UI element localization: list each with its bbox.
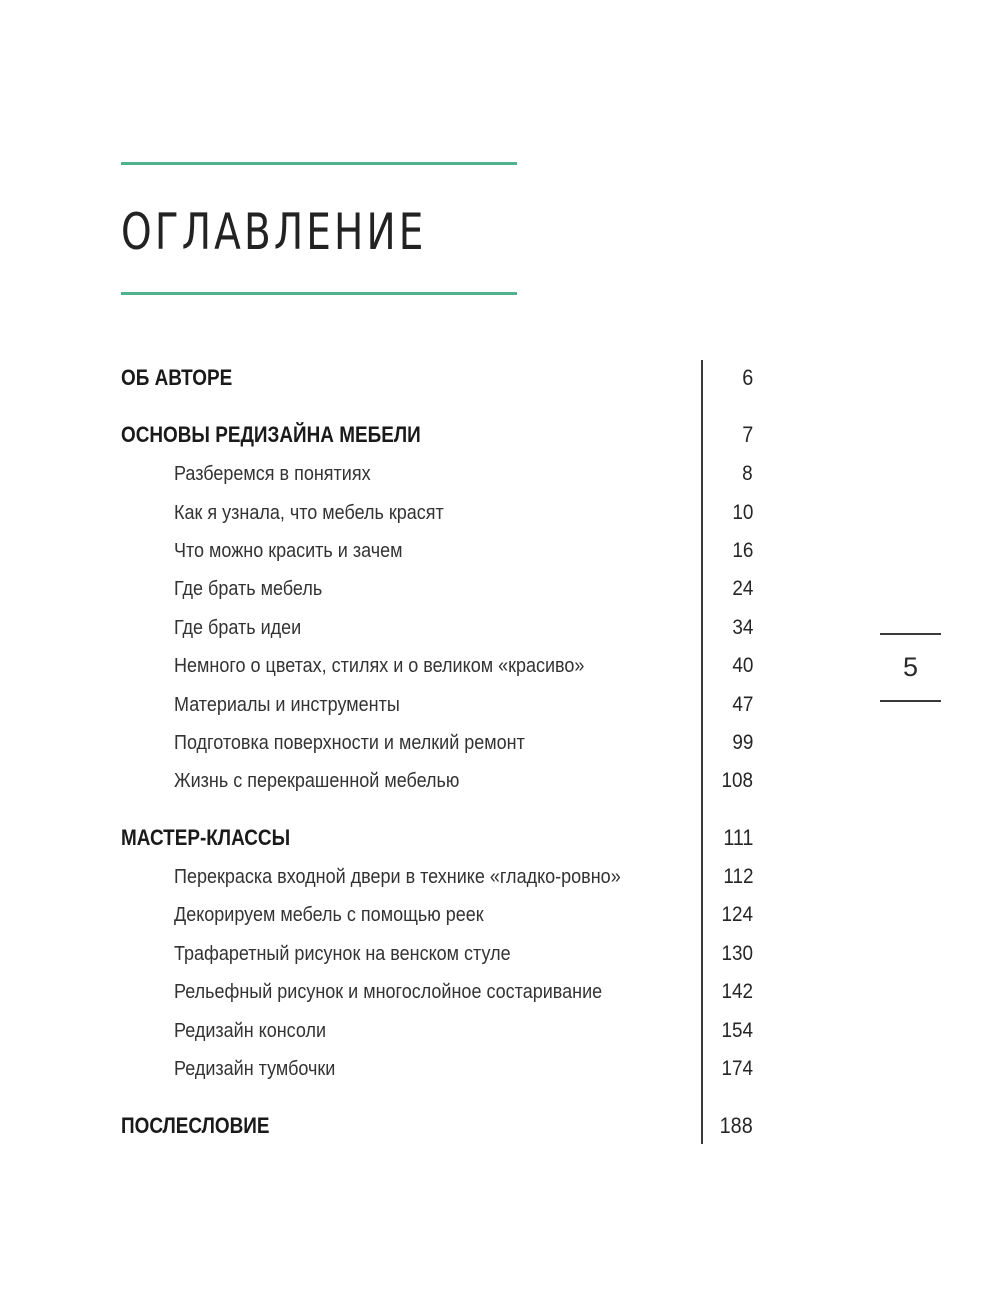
page-number: 5 bbox=[902, 652, 919, 682]
toc-entry-page: 111 bbox=[722, 825, 753, 850]
toc-entry-label: Декорируем мебель с помощью реек bbox=[174, 904, 484, 926]
toc-entry-relief[interactable] bbox=[121, 977, 753, 1007]
toc-entry-where-ideas[interactable] bbox=[121, 613, 753, 643]
toc-entry-console[interactable] bbox=[121, 1016, 753, 1046]
toc-entry-label: Редизайн консоли bbox=[174, 1020, 327, 1042]
title-rule-top bbox=[121, 162, 517, 165]
toc-entry-slats[interactable] bbox=[121, 900, 753, 930]
toc-entry-page: 154 bbox=[721, 1019, 753, 1042]
toc-entry-stencil[interactable] bbox=[121, 939, 753, 969]
toc-entry-label: Перекраска входной двери в технике «гладко-ровно» bbox=[174, 866, 621, 888]
toc-entry-label: ОСНОВЫ РЕДИЗАЙНА МЕБЕЛИ bbox=[121, 422, 421, 447]
toc-entry-label: Материалы и инструменты bbox=[174, 694, 400, 716]
toc-entry-page: 16 bbox=[731, 539, 753, 562]
toc-entry-label: Разберемся в понятиях bbox=[174, 463, 371, 485]
toc-entry-page: 108 bbox=[721, 769, 753, 792]
toc-entry-page: 188 bbox=[719, 1113, 753, 1138]
toc-entry-page: 130 bbox=[721, 942, 753, 965]
toc-entry-label: Что можно красить и зачем bbox=[174, 540, 403, 562]
toc-entry-label: Жизнь с перекрашенной мебелью bbox=[174, 770, 460, 792]
toc-entry-page: 34 bbox=[731, 616, 753, 639]
toc-entry-label: МАСТЕР-КЛАССЫ bbox=[121, 825, 291, 850]
folio-rule-bottom bbox=[880, 700, 941, 702]
toc-entry-page: 7 bbox=[741, 422, 753, 447]
toc-entry-page: 47 bbox=[731, 693, 753, 716]
toc-entry-label: Где брать мебель bbox=[174, 578, 323, 600]
toc-entry-how-i-learned[interactable] bbox=[121, 498, 753, 528]
toc-entry-label: Немного о цветах, стилях и о великом «красиво» bbox=[174, 655, 585, 677]
toc-entry-concepts[interactable] bbox=[121, 459, 753, 489]
toc-entry-page: 10 bbox=[731, 501, 753, 524]
toc-entry-living-with[interactable] bbox=[121, 766, 753, 796]
toc-entry-page: 8 bbox=[742, 462, 753, 485]
toc-entry-master-classes[interactable] bbox=[121, 823, 753, 853]
title-rule-bottom bbox=[121, 292, 517, 295]
toc-entry-label: Подготовка поверхности и мелкий ремонт bbox=[174, 732, 525, 754]
toc-entry-colors-styles[interactable] bbox=[121, 651, 753, 681]
toc-entry-label: Рельефный рисунок и многослойное состаривание bbox=[174, 981, 603, 1003]
toc-entry-about-author[interactable] bbox=[121, 363, 753, 393]
toc-entry-label: ПОСЛЕСЛОВИЕ bbox=[121, 1113, 270, 1138]
toc-entry-materials[interactable] bbox=[121, 690, 753, 720]
folio-rule-top bbox=[880, 633, 941, 635]
toc-entry-page: 174 bbox=[721, 1057, 753, 1080]
toc-entry-label: ОБ АВТОРЕ bbox=[121, 365, 233, 390]
toc-entry-page: 142 bbox=[721, 980, 753, 1003]
toc-entry-page: 24 bbox=[731, 577, 753, 600]
toc-entry-label: Редизайн тумбочки bbox=[174, 1058, 336, 1080]
toc-entry-basics[interactable] bbox=[121, 420, 753, 450]
toc-entry-page: 112 bbox=[722, 865, 753, 888]
toc-entry-nightstand[interactable] bbox=[121, 1054, 753, 1084]
toc-entry-label: Как я узнала, что мебель красят bbox=[174, 502, 444, 524]
page-title: ОГЛАВЛЕНИЕ bbox=[121, 203, 427, 261]
toc-entry-page: 124 bbox=[721, 903, 753, 926]
toc-entry-front-door[interactable] bbox=[121, 862, 753, 892]
toc-entry-where-furniture[interactable] bbox=[121, 574, 753, 604]
toc-entry-what-to-paint[interactable] bbox=[121, 536, 753, 566]
toc-entry-label: Трафаретный рисунок на венском стуле bbox=[174, 943, 511, 965]
toc-entry-label: Где брать идеи bbox=[174, 617, 302, 639]
toc-entry-page: 6 bbox=[741, 365, 753, 390]
toc-entry-surface-prep[interactable] bbox=[121, 728, 753, 758]
toc-entry-page: 99 bbox=[731, 731, 753, 754]
toc-entry-afterword[interactable] bbox=[121, 1111, 753, 1141]
toc-entry-page: 40 bbox=[731, 654, 753, 677]
